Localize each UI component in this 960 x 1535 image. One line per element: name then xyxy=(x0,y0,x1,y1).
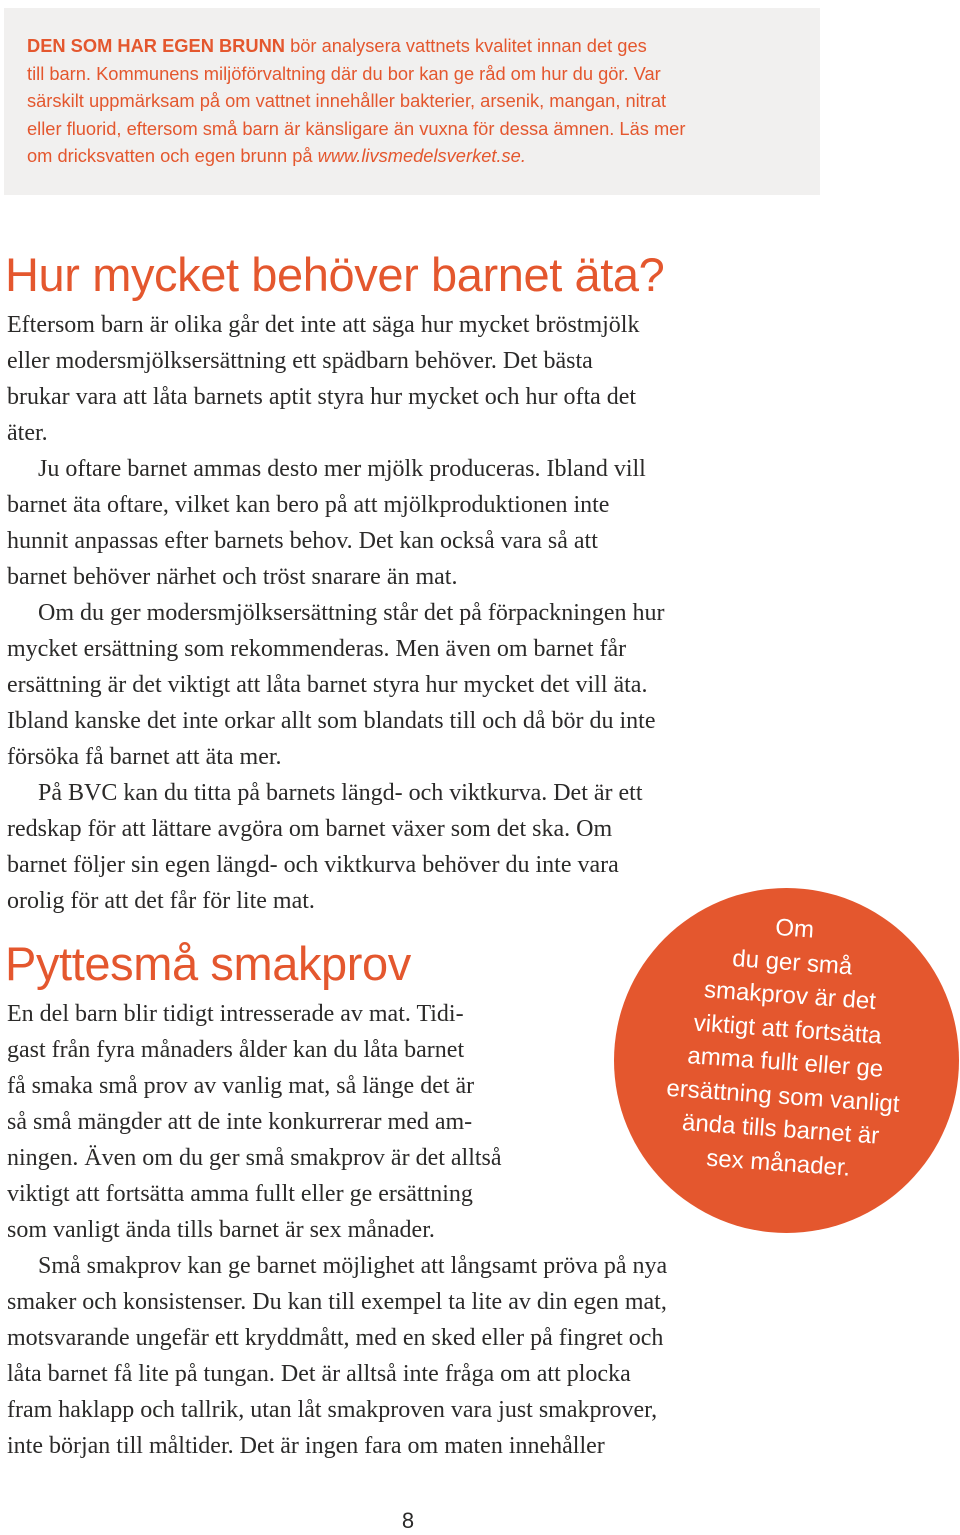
body-line: ningen. Även om du ger små smakprov är det alltså xyxy=(7,1145,502,1171)
callout-line: viktigt att fortsätta xyxy=(692,1009,883,1050)
body-line: försöka få barnet att äta mer. xyxy=(7,744,282,770)
callout-line: amma fullt eller ge xyxy=(686,1042,885,1083)
callout-line: sex månader. xyxy=(705,1144,852,1182)
body-line: mycket ersättning som rekommenderas. Men även om barnet får xyxy=(7,636,627,662)
info-box-well-water xyxy=(4,8,820,195)
info-line-5-text: om dricksvatten och egen brunn på xyxy=(27,145,318,167)
callout-line: ersättning som vanligt xyxy=(665,1074,901,1118)
livsmedelsverket-link[interactable]: www.livsmedelsverket.se. xyxy=(317,145,526,167)
body-line: redskap för att lättare avgöra om barnet växer som det ska. Om xyxy=(7,816,613,842)
body-line: låta barnet få lite på tungan. Det är alltså inte fråga om att plocka xyxy=(7,1361,631,1387)
callout-line: Om xyxy=(774,913,815,944)
body-line: äter. xyxy=(7,420,48,446)
callout-line: du ger små xyxy=(731,944,854,980)
callout-line: ända tills barnet är xyxy=(681,1108,881,1150)
info-box-text xyxy=(27,32,807,170)
body-line: fram haklapp och tallrik, utan låt smakproven vara just smakprover, xyxy=(7,1397,658,1423)
section-how-much-body xyxy=(7,307,827,919)
body-line: En del barn blir tidigt intresserade av mat. Tidi- xyxy=(7,1001,464,1027)
body-line: motsvarande ungefär ett kryddmått, med en sked eller på fingret och xyxy=(7,1325,664,1351)
info-line-1-rest: bör analysera vattnets kvalitet innan det ges xyxy=(284,35,647,56)
body-line: barnet följer sin egen längd- och viktkurva behöver du inte vara xyxy=(7,852,619,878)
body-line: brukar vara att låta barnets aptit styra hur mycket och hur ofta det xyxy=(7,384,637,410)
body-line: Ju oftare barnet ammas desto mer mjölk produceras. Ibland vill xyxy=(38,456,646,482)
heading-how-much-eat: Hur mycket behöver barnet äta? xyxy=(5,248,665,301)
body-line: barnet äta oftare, vilket kan bero på att mjölkproduktionen inte xyxy=(7,492,610,518)
info-line-1 xyxy=(27,32,807,60)
body-line: På BVC kan du titta på barnets längd- och viktkurva. Det är ett xyxy=(38,780,643,806)
body-line: gast från fyra månaders ålder kan du låta barnet xyxy=(7,1037,465,1063)
info-lead: DEN SOM HAR EGEN BRUNN xyxy=(27,35,285,56)
body-line: viktigt att fortsätta amma fullt eller ge ersättning xyxy=(7,1181,473,1207)
body-line: ersättning är det viktigt att låta barnet styra hur mycket det vill äta. xyxy=(7,672,648,698)
body-line: orolig för att det får för lite mat. xyxy=(7,888,315,914)
info-line-3: särskilt uppmärksam på om vattnet innehåller bakterier, arsenik, mangan, nitrat xyxy=(27,90,667,112)
callout-line: smakprov är det xyxy=(703,976,877,1016)
body-line: Små smakprov kan ge barnet möjlighet att långsamt pröva på nya xyxy=(38,1253,668,1279)
body-line: Om du ger modersmjölksersättning står det på förpackningen hur xyxy=(38,600,665,626)
body-line: Eftersom barn är olika går det inte att säga hur mycket bröstmjölk xyxy=(7,312,640,338)
body-line: få smaka små prov av vanlig mat, så länge det är xyxy=(7,1073,475,1099)
body-line: eller modersmjölksersättning ett spädbarn behöver. Det bästa xyxy=(7,348,593,374)
body-line: som vanligt ända tills barnet är sex månader. xyxy=(7,1217,435,1243)
info-line-2: till barn. Kommunens miljöförvaltning där du bor kan ge råd om hur du gör. Var xyxy=(27,62,661,84)
body-line: barnet behöver närhet och tröst snarare än mat. xyxy=(7,564,458,590)
body-line: inte början till måltider. Det är ingen fara om maten innehåller xyxy=(7,1433,605,1459)
body-line: hunnit anpassas efter barnets behov. Det kan också vara så att xyxy=(7,528,598,554)
body-line: så små mängder att de inte konkurrerar med am- xyxy=(7,1109,473,1135)
page-number: 8 xyxy=(401,1508,415,1533)
heading-tiny-tastes: Pyttesmå smakprov xyxy=(5,937,411,990)
info-line-5 xyxy=(27,142,807,170)
body-line: smaker och konsistenser. Du kan till exempel ta lite av din egen mat, xyxy=(7,1289,667,1315)
section-tiny-tastes-body xyxy=(7,996,827,1464)
body-line: Ibland kanske det inte orkar allt som blandats till och då bör du inte xyxy=(7,708,656,734)
info-line-4: eller fluorid, eftersom små barn är känsligare än vuxna för dessa ämnen. Läs mer xyxy=(27,117,686,139)
